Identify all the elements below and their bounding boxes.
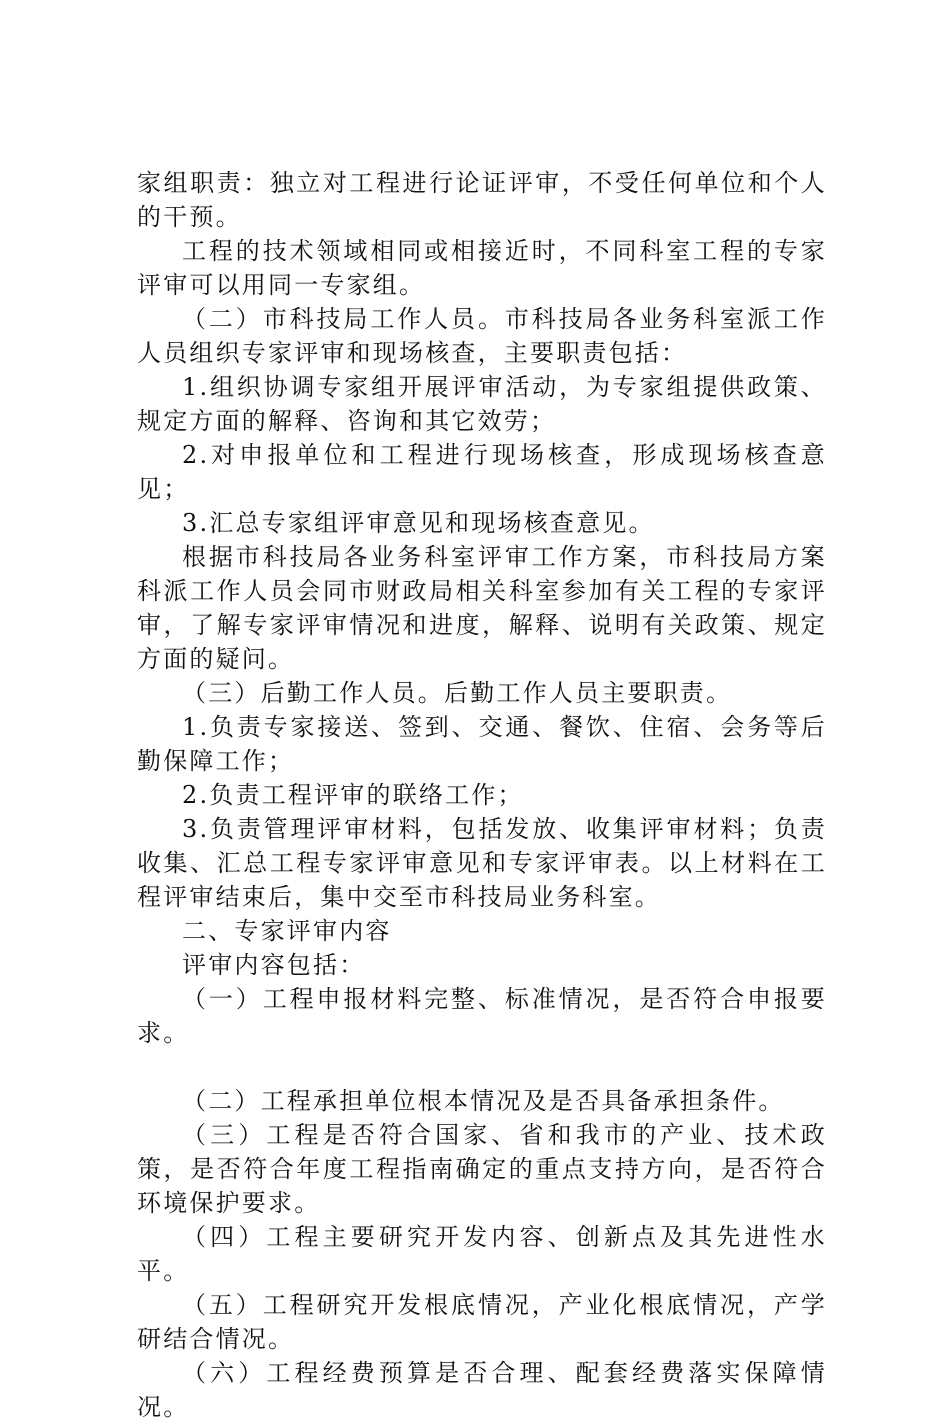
paragraph-review-item-6: （六）工程经费预算是否合理、配套经费落实保障情况。 [137,1359,827,1421]
paragraph-logistics-duty-2: 2.负责工程评审的联络工作； [182,781,524,809]
paragraph-logistics-staff: （三）后勤工作人员。后勤工作人员主要职责。 [182,679,733,707]
document-body [137,166,827,1424]
section-heading-review-content: 二、专家评审内容 [182,917,392,945]
paragraph-staff-duty-1: 1.组织协调专家组开展评审活动，为专家组提供政策、规定方面的解释、咨询和其它效劳； [137,373,827,435]
paragraph-review-includes: 评审内容包括： [182,951,366,979]
paragraph-same-field: 工程的技术领域相同或相接近时，不同科室工程的专家评审可以用同一专家组。 [137,237,827,299]
paragraph-bureau-staff: （二）市科技局工作人员。市科技局各业务科室派工作人员组织专家评审和现场核查，主要职责包括： [137,305,827,367]
paragraph-staff-duty-3: 3.汇总专家组评审意见和现场核查意见。 [182,509,655,537]
paragraph-review-item-2: （二）工程承担单位根本情况及是否具备承担条件。 [182,1087,785,1115]
paragraph-review-plan: 根据市科技局各业务科室评审工作方案，市科技局方案科派工作人员会同市财政局相关科室参加有关工程的专家评审，了解专家评审情况和进度，解释、说明有关政策、规定方面的疑问。 [137,543,827,673]
paragraph-review-item-5: （五）工程研究开发根底情况，产业化根底情况，产学研结合情况。 [137,1291,827,1353]
paragraph-review-item-1: （一）工程申报材料完整、标准情况，是否符合申报要求。 [137,985,827,1047]
paragraph-review-item-4: （四）工程主要研究开发内容、创新点及其先进性水平。 [137,1223,827,1285]
paragraph-logistics-duty-3: 3.负责管理评审材料，包括发放、收集评审材料；负责收集、汇总工程专家评审意见和专家评审表。以上材料在工程评审结束后，集中交至市科技局业务科室。 [137,815,827,911]
paragraph-expert-duties: 家组职责：独立对工程进行论证评审，不受任何单位和个人的干预。 [137,169,827,231]
paragraph-staff-duty-2: 2.对申报单位和工程进行现场核查，形成现场核查意见； [137,441,827,503]
paragraph-logistics-duty-1: 1.负责专家接送、签到、交通、餐饮、住宿、会务等后勤保障工作； [137,713,827,775]
paragraph-review-item-3: （三）工程是否符合国家、省和我市的产业、技术政策，是否符合年度工程指南确定的重点支持方向，是否符合环境保护要求。 [137,1121,827,1217]
